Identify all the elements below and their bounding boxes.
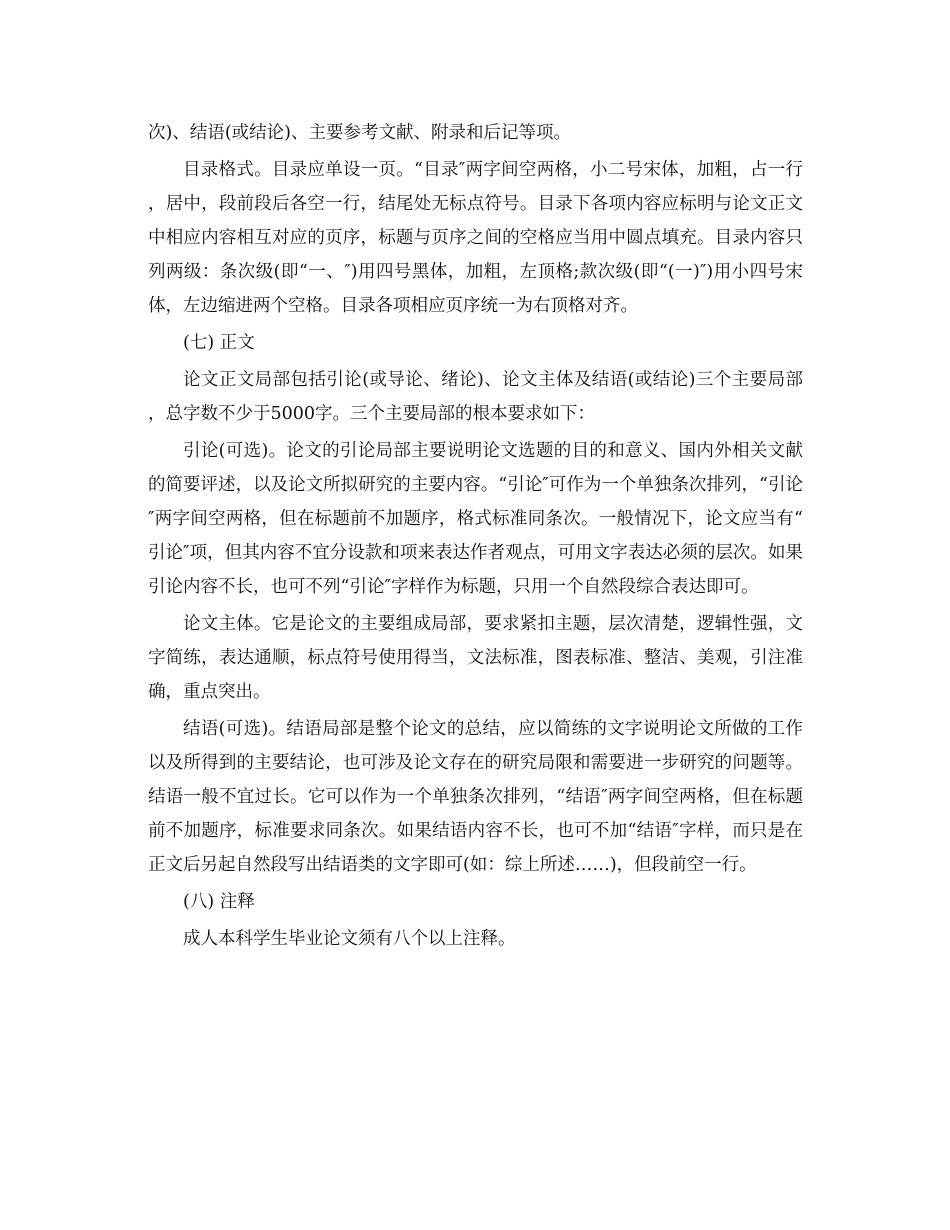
paragraph-notes-requirement: 成人本科学生毕业论文须有八个以上注释。	[183, 929, 516, 949]
page-bottom-space	[148, 956, 803, 957]
paragraph-main-body: 论文主体。它是论文的主要组成局部，要求紧扣主题，层次清楚，逻辑性强，文字简练，表达通顺，标点符号使用得当，文法标准，图表标准、整洁、美观，引注准确，重点突出。	[148, 614, 803, 702]
paragraph-conclusion: 结语(可选)。结语局部是整个论文的总结，应以简练的文字说明论文所做的工作以及所得到的主要结论，也可涉及论文存在的研究局限和需要进一步研究的问题等。结语一般不宜过长。它可以作为一个单独条次排列，“结语″两字间空两格，但在标题前不加题序，标准要求同条次。如果结语内容不长，也可不加“结语″字样，而只是在正文后另起自然段写出结语类的文字即可(如：综上所述……)，但段前空一行。	[148, 719, 803, 875]
paragraph-continuation: 次)、结语(或结论)、主要参考文献、附录和后记等项。	[148, 123, 571, 143]
document-body	[148, 116, 803, 957]
section-heading-main-text: (七) 正文	[183, 333, 255, 353]
paragraph-main-text-overview: 论文正文局部包括引论(或导论、绪论)、论文主体及结语(或结论)三个主要局部，总字数不少于5000字。三个主要局部的根本要求如下：	[148, 370, 803, 424]
paragraph-introduction: 引论(可选)。论文的引论局部主要说明论文选题的目的和意义、国内外相关文献的简要评述，以及论文所拟研究的主要内容。“引论″可作为一个单独条次排列，“引论″两字间空两格，但在标题前不加题序，格式标准同条次。一般情况下，论文应当有“引论″项，但其内容不宜分设款和项来表达作者观点，可用文字表达必须的层次。如果引论内容不长，也可不列“引论″字样作为标题，只用一个自然段综合表达即可。	[148, 441, 803, 597]
paragraph-toc-format: 目录格式。目录应单设一页。“目录″两字间空两格，小二号宋体，加粗，占一行，居中，段前段后各空一行，结尾处无标点符号。目录下各项内容应标明与论文正文中相应内容相互对应的页序，标题与页序之间的空格应当用中圆点填充。目录内容只列两级：条次级(即“一、″)用四号黑体，加粗，左顶格;款次级(即“(一)″)用小四号宋体，左边缩进两个空格。目录各项相应页序统一为右顶格对齐。	[148, 160, 803, 316]
section-heading-notes: (八) 注释	[183, 892, 255, 912]
